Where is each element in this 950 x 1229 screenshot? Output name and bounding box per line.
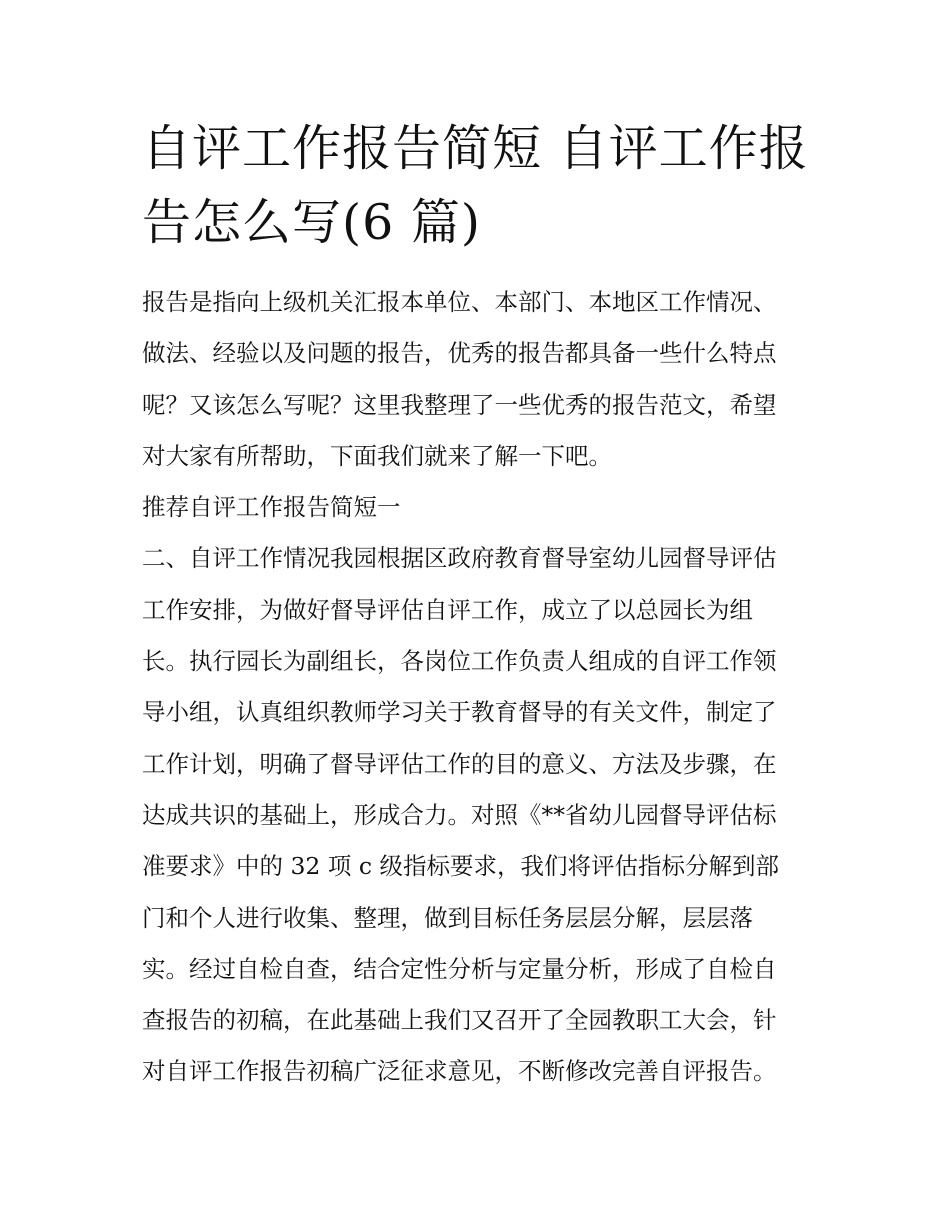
intro-line: 呢？又该怎么写呢？这里我整理了一些优秀的报告范文，希望 [142, 390, 777, 419]
title-line-1: 自评工作报告简短 自评工作报 [142, 120, 809, 177]
paragraph-line: 门和个人进行收集、整理，做到目标任务层层分解，层层落 [142, 903, 753, 932]
paragraph-line: 导小组，认真组织教师学习关于教育督导的有关文件，制定了 [142, 698, 777, 727]
intro-line: 做法、经验以及问题的报告，优秀的报告都具备一些什么特点 [142, 339, 777, 368]
paragraph-line: 实。经过自检自查，结合定性分析与定量分析，形成了自检自 [142, 954, 777, 983]
title-line-2: 告怎么写(6 篇) [142, 194, 481, 251]
paragraph-line: 准要求》中的 32 项 c 级指标要求，我们将评估指标分解到部 [142, 852, 779, 881]
paragraph-line: 二、自评工作情况我园根据区政府教育督导室幼儿园督导评估 [142, 544, 777, 573]
paragraph-line: 工作安排，为做好督导评估自评工作，成立了以总园长为组 [142, 595, 753, 624]
intro-line: 对大家有所帮助，下面我们就来了解一下吧。 [142, 441, 612, 470]
section-heading: 推荐自评工作报告简短一 [142, 493, 401, 522]
document-body [142, 277, 822, 1098]
document-title [142, 112, 822, 260]
paragraph-line: 长。执行园长为副组长，各岗位工作负责人组成的自评工作领 [142, 647, 777, 676]
paragraph-line: 查报告的初稿，在此基础上我们又召开了全园教职工大会，针 [142, 1006, 777, 1035]
paragraph-line: 达成共识的基础上，形成合力。对照《**省幼儿园督导评估标 [142, 800, 777, 829]
intro-line: 报告是指向上级机关汇报本单位、本部门、本地区工作情况、 [142, 288, 777, 316]
paragraph-line: 工作计划，明确了督导评估工作的目的意义、方法及步骤，在 [142, 749, 777, 778]
paragraph-line: 对自评工作报告初稿广泛征求意见，不断修改完善自评报告。 [142, 1057, 777, 1086]
